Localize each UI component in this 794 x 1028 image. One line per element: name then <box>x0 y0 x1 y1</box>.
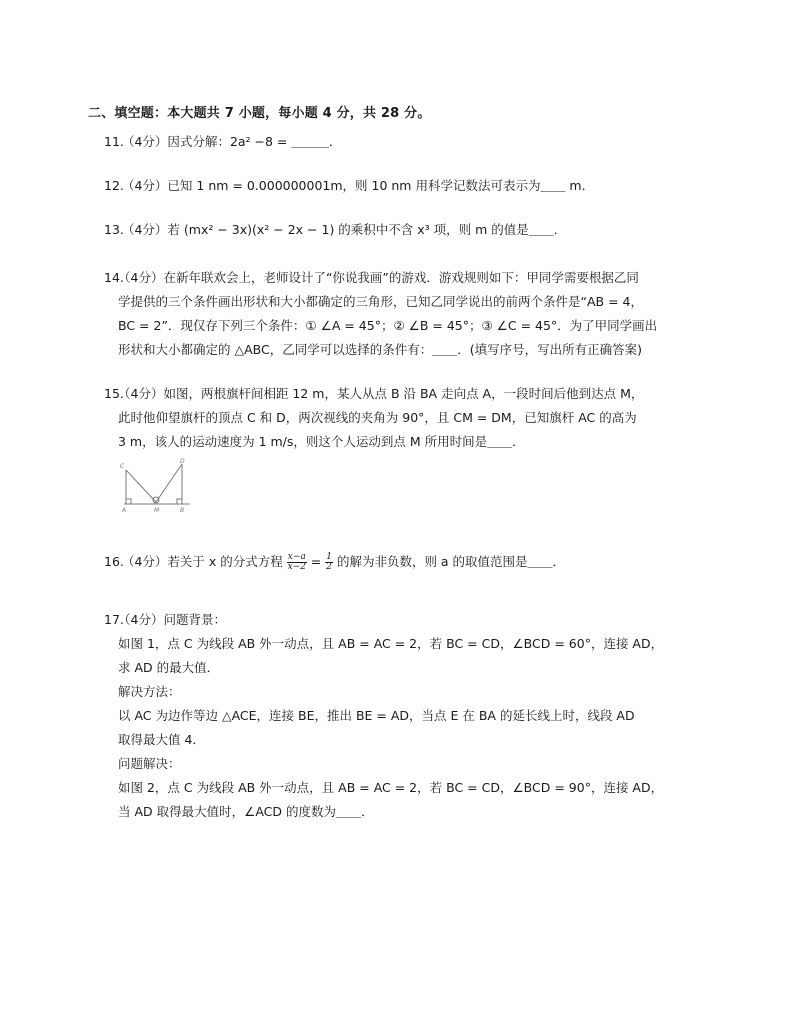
flagpole-figure <box>118 458 198 514</box>
question-text-line-2: 如图 1，点 C 为线段 AB 外一动点，且 AB = AC = 2，若 BC = CD，∠BCD = 60°，连接 AD， <box>118 636 664 651</box>
question-text-after: 的解为非负数，则 a 的取值范围是＿＿． <box>336 554 566 569</box>
question-number: 14. <box>104 270 124 285</box>
question-text: （4分）若 (mx² − 3x)(x² − 2x − 1) 的乘积中不含 x³ 项，则 m 的值是＿＿． <box>121 222 567 237</box>
question-number: 15. <box>104 386 124 401</box>
question-text-line-1: （4分）如图，两根旗杆间相距 12 m，某人从点 B 沿 BA 走向点 A，一段时间后他到达点 M， <box>118 386 644 401</box>
fraction-left <box>287 553 307 572</box>
question-text-line-6: 取得最大值 4． <box>118 732 205 747</box>
right-angle-a <box>126 499 131 504</box>
question-number: 12. <box>104 178 124 193</box>
label-a: A <box>122 507 127 514</box>
question-number: 13. <box>104 222 124 237</box>
question-text-line-4: 解决方法： <box>118 684 181 699</box>
question-15 <box>104 382 643 454</box>
question-text-line-1: （4分）在新年联欢会上，老师设计了“你说我画”的游戏．游戏规则如下：甲同学需要根据乙同 <box>118 270 639 285</box>
question-12 <box>104 174 594 198</box>
question-text-line-2: 此时他仰望旗杆的顶点 C 和 D，两次视线的夹角为 90°，且 CM = DM，已知旗杆 AC 的高为 <box>118 410 637 425</box>
fraction-right-denominator: 2 <box>326 562 332 572</box>
fraction-left-numerator: x−a <box>287 552 306 562</box>
section-title: 二、填空题：本大题共 7 小题，每小题 4 分，共 28 分。 <box>88 106 431 121</box>
label-b: B <box>180 507 185 514</box>
question-text-line-5: 以 AC 为边作等边 △ACE，连接 BE，推出 BE = AD，当点 E 在 BA 的延长线上时，线段 AD <box>118 708 635 723</box>
question-text-line-4: 形状和大小都确定的 △ABC，乙同学可以选择的条件有：＿＿．(填写序号，写出所有正确答案) <box>118 342 642 357</box>
question-17 <box>104 608 663 824</box>
question-text-line-7: 问题解决： <box>118 756 181 771</box>
question-text-line-3: BC = 2”．现仅存下列三个条件：① ∠A = 45°；② ∠B = 45°；③ ∠C = 45°．为了甲同学画出 <box>118 318 658 333</box>
question-text-line-8: 如图 2，点 C 为线段 AB 外一动点，且 AB = AC = 2，若 BC = CD，∠BCD = 90°，连接 AD， <box>118 780 664 795</box>
question-number: 16. <box>104 554 124 569</box>
question-text-line-3: 求 AD 的最大值． <box>118 660 220 675</box>
equals-sign: = <box>310 554 322 569</box>
question-13 <box>104 218 566 242</box>
question-number: 17. <box>104 612 124 627</box>
fraction-left-denominator: x−2 <box>287 562 306 572</box>
question-text-before: （4分）若关于 x 的分式方程 <box>121 554 283 569</box>
question-text-line-2: 学提供的三个条件画出形状和大小都确定的三角形，已知乙同学说出的前两个条件是“AB = 4， <box>118 294 643 309</box>
sightline-cm <box>126 470 156 502</box>
question-text-line-1: （4分）问题背景： <box>118 612 226 627</box>
question-text: （4分）已知 1 nm = 0.000000001m，则 10 nm 用科学记数法可表示为＿＿ m． <box>121 178 595 193</box>
fraction-right-numerator: 1 <box>326 552 332 562</box>
question-text-line-3: 3 m，该人的运动速度为 1 m/s，则这个人运动到点 M 所用时间是＿＿． <box>118 434 525 449</box>
question-14 <box>104 266 657 362</box>
label-c: C <box>120 463 125 470</box>
question-text: （4分）因式分解：2a² −8 = ＿＿＿． <box>121 134 342 149</box>
question-number: 11. <box>104 134 124 149</box>
label-d: D <box>180 458 185 465</box>
label-m: M <box>154 507 160 514</box>
question-11 <box>104 130 341 154</box>
fraction-right <box>325 553 333 572</box>
right-angle-b <box>177 499 182 504</box>
question-16 <box>104 550 565 574</box>
question-text-line-9: 当 AD 取得最大值时，∠ACD 的度数为＿＿． <box>118 804 374 819</box>
sightline-dm <box>156 464 182 502</box>
